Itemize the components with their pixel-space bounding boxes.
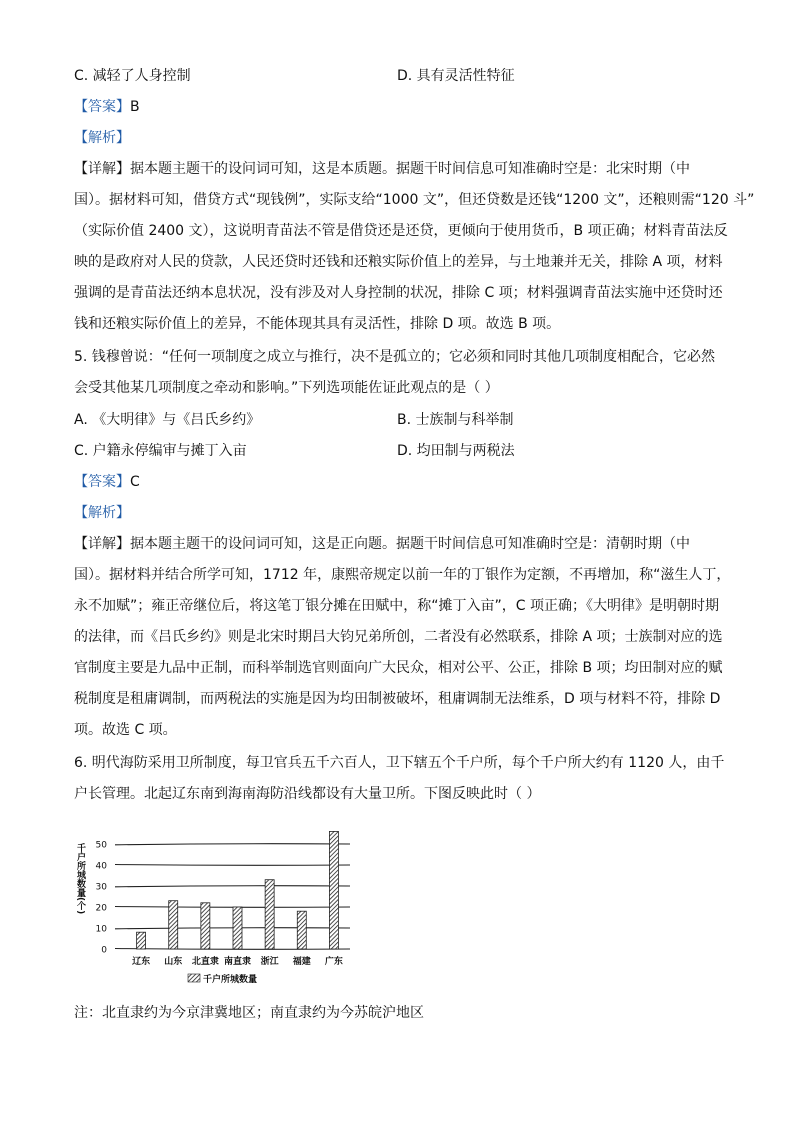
q5-detail-line: 官制度主要是九品中正制，而科举制选官则面向广大民众，相对公平、公正，排除 B 项；均田制对应的赋 xyxy=(74,660,723,676)
x-tick-label: 北直隶 xyxy=(191,957,219,967)
bar xyxy=(201,903,210,949)
q5-detail-line: 税制度是租庸调制，而两税法的实施是因为均田制被破坏，租庸调制无法维系，D 项与材料不符，排除 D xyxy=(74,691,721,707)
bar xyxy=(137,932,146,949)
q6-stem-line: 户长管理。北起辽东南到海南海防沿线都设有大量卫所。下图反映此时（ ） xyxy=(74,786,541,802)
y-tick-label: 20 xyxy=(95,903,107,914)
y-tick-label: 50 xyxy=(95,840,107,851)
q4-option-c: C. 减轻了人身控制 xyxy=(74,68,191,84)
bar xyxy=(265,880,274,949)
y-tick-label: 30 xyxy=(95,882,107,893)
gridline xyxy=(115,886,350,887)
y-axis-label: 千户所城数量(个) xyxy=(75,843,85,915)
answer-tag: 【答案】 xyxy=(74,474,130,490)
x-tick-label: 福建 xyxy=(292,957,311,967)
q5-option-c: C. 户籍永停编审与摊丁入亩 xyxy=(74,443,247,459)
q4-detail-line: （实际价值 2400 文），这说明青苗法不管是借贷还是还贷，更倾向于使用货币，B 项正确；材料青苗法反 xyxy=(74,223,728,239)
q5-option-a: A. 《大明律》与《吕氏乡约》 xyxy=(74,412,261,428)
q4-answer xyxy=(74,97,140,117)
gridline xyxy=(115,844,350,845)
gridline xyxy=(115,949,350,950)
q5-option-d: D. 均田制与两税法 xyxy=(397,443,515,459)
q5-option-b: B. 士族制与科举制 xyxy=(397,412,514,428)
q4-detail-line: 钱和还粮实际价值上的差异，不能体现其具有灵活性，排除 D 项。故选 B 项。 xyxy=(74,316,561,332)
bar xyxy=(169,901,178,949)
bar xyxy=(329,831,338,949)
x-tick-label: 山东 xyxy=(164,957,183,967)
q4-detail-line: 强调的是青苗法还纳本息状况，没有涉及对人身控制的状况，排除 C 项；材料强调青苗法实施中还贷时还 xyxy=(74,285,723,301)
x-tick-label: 广东 xyxy=(324,957,343,967)
q5-detail-line: 国）。据材料并结合所学可知，1712 年，康熙帝规定以前一年的丁银作为定额，不再增加，称“滋生人丁， xyxy=(74,567,731,583)
q4-option-d: D. 具有灵活性特征 xyxy=(397,68,515,84)
chart-svg xyxy=(70,815,360,995)
q5-analysis-tag: 【解析】 xyxy=(74,505,130,521)
x-tick-label: 南直隶 xyxy=(223,957,252,967)
gridline xyxy=(115,907,350,908)
q5-stem-line: 会受其他某几项制度之牵动和影响。”下列选项能佐证此观点的是（ ） xyxy=(74,380,499,396)
y-tick-label: 0 xyxy=(101,945,107,956)
bar xyxy=(297,911,306,949)
x-tick-label: 辽东 xyxy=(132,957,151,967)
q5-detail-line: 永不加赋”；雍正帝继位后，将这笔丁银分摊在田赋中，称“摊丁入亩”，C 项正确；《大明律》是明朝时期 xyxy=(74,598,719,614)
legend-swatch xyxy=(188,974,200,982)
y-tick-label: 40 xyxy=(95,861,107,872)
q5-detail-line: 的法律，而《吕氏乡约》则是北宋时期吕大钧兄弟所创，二者没有必然联系，排除 A 项；士族制对应的选 xyxy=(74,629,723,645)
answer-value: B xyxy=(130,99,140,115)
y-tick-label: 10 xyxy=(95,924,107,935)
x-tick-label: 浙江 xyxy=(260,957,279,967)
answer-tag: 【答案】 xyxy=(74,99,130,115)
legend-label: 千户所城数量 xyxy=(203,975,258,985)
q5-detail-line: 【详解】据本题主题干的设问词可知，这是正向题。据题干时间信息可知准确时空是：清朝时期（中 xyxy=(74,536,690,552)
chart-note: 注：北直隶约为今京津冀地区；南直隶约为今苏皖沪地区 xyxy=(74,1005,424,1021)
q4-detail-line: 国）。据材料可知，借贷方式“现钱例”，实际支给“1000 文”，但还贷数是还钱“1200 文”，还粮则需“120 斗” xyxy=(74,192,755,208)
q4-analysis-tag: 【解析】 xyxy=(74,130,130,146)
answer-value: C xyxy=(130,474,140,490)
bar xyxy=(233,907,242,949)
gridline xyxy=(115,928,350,929)
q5-answer xyxy=(74,472,140,492)
q4-detail-line: 【详解】据本题主题干的设问词可知，这是本质题。据题干时间信息可知准确时空是：北宋时期（中 xyxy=(74,161,690,177)
q4-detail-line: 映的是政府对人民的贷款，人民还贷时还钱和还粮实际价值上的差异，与土地兼并无关，排除 A 项，材料 xyxy=(74,254,723,270)
q5-stem-line: 5. 钱穆曾说：“任何一项制度之成立与推行，决不是孤立的；它必须和同时其他几项制度相配合，它必然 xyxy=(74,349,716,365)
gridline xyxy=(115,865,350,866)
q6-stem-line: 6. 明代海防采用卫所制度，每卫官兵五千六百人，卫下辖五个千户所，每个千户所大约有 1120 人，由千 xyxy=(74,755,725,771)
bar-chart xyxy=(70,815,360,995)
q5-detail-line: 项。故选 C 项。 xyxy=(74,722,177,738)
